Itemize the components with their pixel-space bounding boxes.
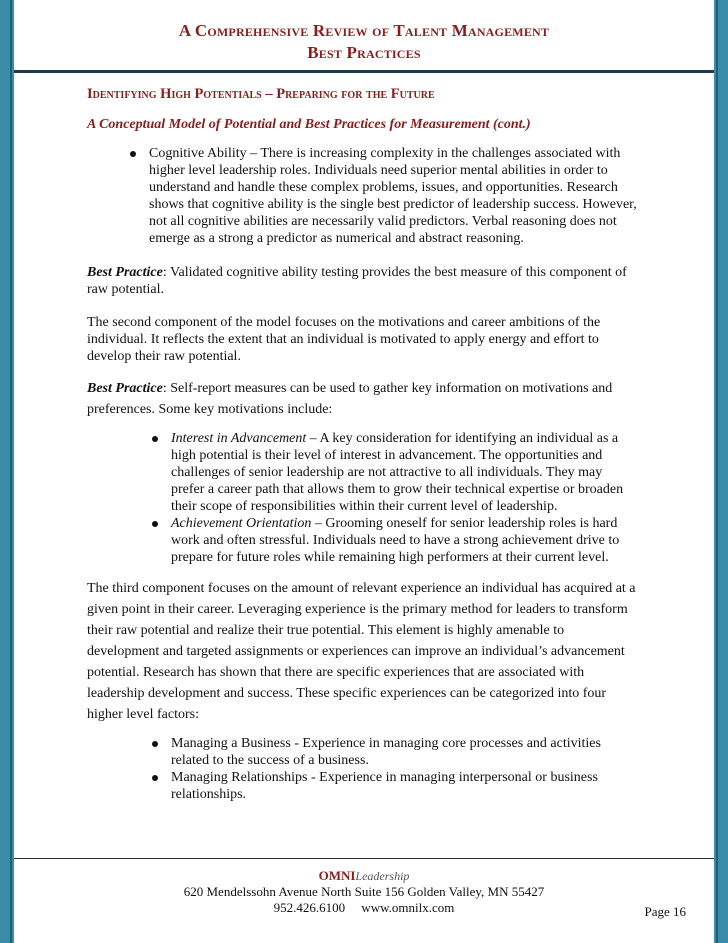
- footer-phone: 952.426.6100: [273, 900, 346, 915]
- header-rule: [14, 70, 714, 73]
- right-border-bar: [714, 0, 728, 943]
- list-item: Managing a Business - Experience in managing core processes and activities related to the success of a business.: [171, 735, 639, 769]
- list-item: [171, 515, 639, 566]
- footer-website[interactable]: www.omnilx.com: [361, 900, 455, 915]
- header-title-line1: A Comprehensive Review of Talent Management: [178, 21, 550, 40]
- list-item: [171, 430, 639, 515]
- cognitive-ability-text: Cognitive Ability – There is increasing complexity in the challenges associated with higher level leadership roles. Individuals need superior mental abilities in order to understand and handle these complex problems, issues, and opportunities. Research shows that cognitive ability is the single best predictor of leadership success. However, not all cognitive abilities are necessarily valid predictors. Verbal reasoning does not emerge as a strong a predictor as numerical and abstract reasoning.: [149, 146, 637, 246]
- left-border-bar: [0, 0, 14, 943]
- best-practice-text: : Validated cognitive ability testing provides the best measure of this component of raw potential.: [87, 265, 627, 297]
- motivation-best-practice: [87, 378, 639, 420]
- page-footer: [14, 868, 714, 919]
- header-title-line2: Best Practices: [307, 43, 421, 62]
- page-number: Page 16: [644, 904, 686, 919]
- page-content: [87, 86, 639, 803]
- best-practice-label: Best Practice: [87, 265, 163, 280]
- motivation-term: Interest in Advancement: [171, 431, 307, 446]
- best-practice-text: : Self-report measures can be used to gather key information on motivations and preferences. Some key motivations include:: [87, 381, 613, 417]
- motivations-list: [87, 430, 639, 566]
- cognitive-list: [87, 145, 639, 247]
- footer-rule: [14, 858, 714, 859]
- section-title: Identifying High Potentials – Preparing for the Future: [87, 86, 435, 102]
- motivation-text: – Grooming oneself for senior leadership roles is hard work and often stressful. Individuals need to have a strong achievement drive to prepare for future roles while remaining high performers at their current level.: [171, 516, 620, 565]
- cognitive-ability-item: [149, 145, 639, 247]
- page-header: [30, 20, 698, 64]
- list-item: Managing Relationships - Experience in managing interpersonal or business relationships.: [171, 769, 639, 803]
- cognitive-best-practice: [87, 264, 639, 298]
- brand-lead: Leadership: [355, 869, 410, 883]
- best-practice-label: Best Practice: [87, 381, 163, 396]
- section-subtitle: A Conceptual Model of Potential and Best Practices for Measurement (cont.): [87, 117, 531, 132]
- footer-contact: [14, 900, 714, 916]
- motivation-term: Achievement Orientation: [171, 516, 312, 531]
- brand-main: OMNI: [318, 868, 356, 883]
- motivation-text: – A key consideration for identifying an individual as a high potential is their level of interest in advancement. The opportunities and challenges of senior leadership are not attractive to all individuals. They may prefer a career path that allows them to grow their technical expertise or broaden their scope of responsibilities within their current level of leadership.: [171, 431, 624, 514]
- footer-brand: [14, 868, 714, 884]
- footer-address: 620 Mendelssohn Avenue North Suite 156 Golden Valley, MN 55427: [183, 884, 545, 899]
- third-component-paragraph: The third component focuses on the amount of relevant experience an individual has acquired at a given point in their career. Leveraging experience is the primary method for leaders to transform their raw potential and realize their true potential. This element is highly amenable to development and targeted assignments or experiences can improve an individual’s advancement potential. Research has shown that there are specific experiences that are associated with leadership development and success. These specific experiences can be categorized into four higher level factors:: [87, 581, 636, 722]
- second-component-paragraph: The second component of the model focuses on the motivations and career ambitions of the individual. It reflects the extent that an individual is motivated to apply energy and effort to develop their raw potential.: [87, 315, 601, 364]
- factors-list: [87, 735, 639, 803]
